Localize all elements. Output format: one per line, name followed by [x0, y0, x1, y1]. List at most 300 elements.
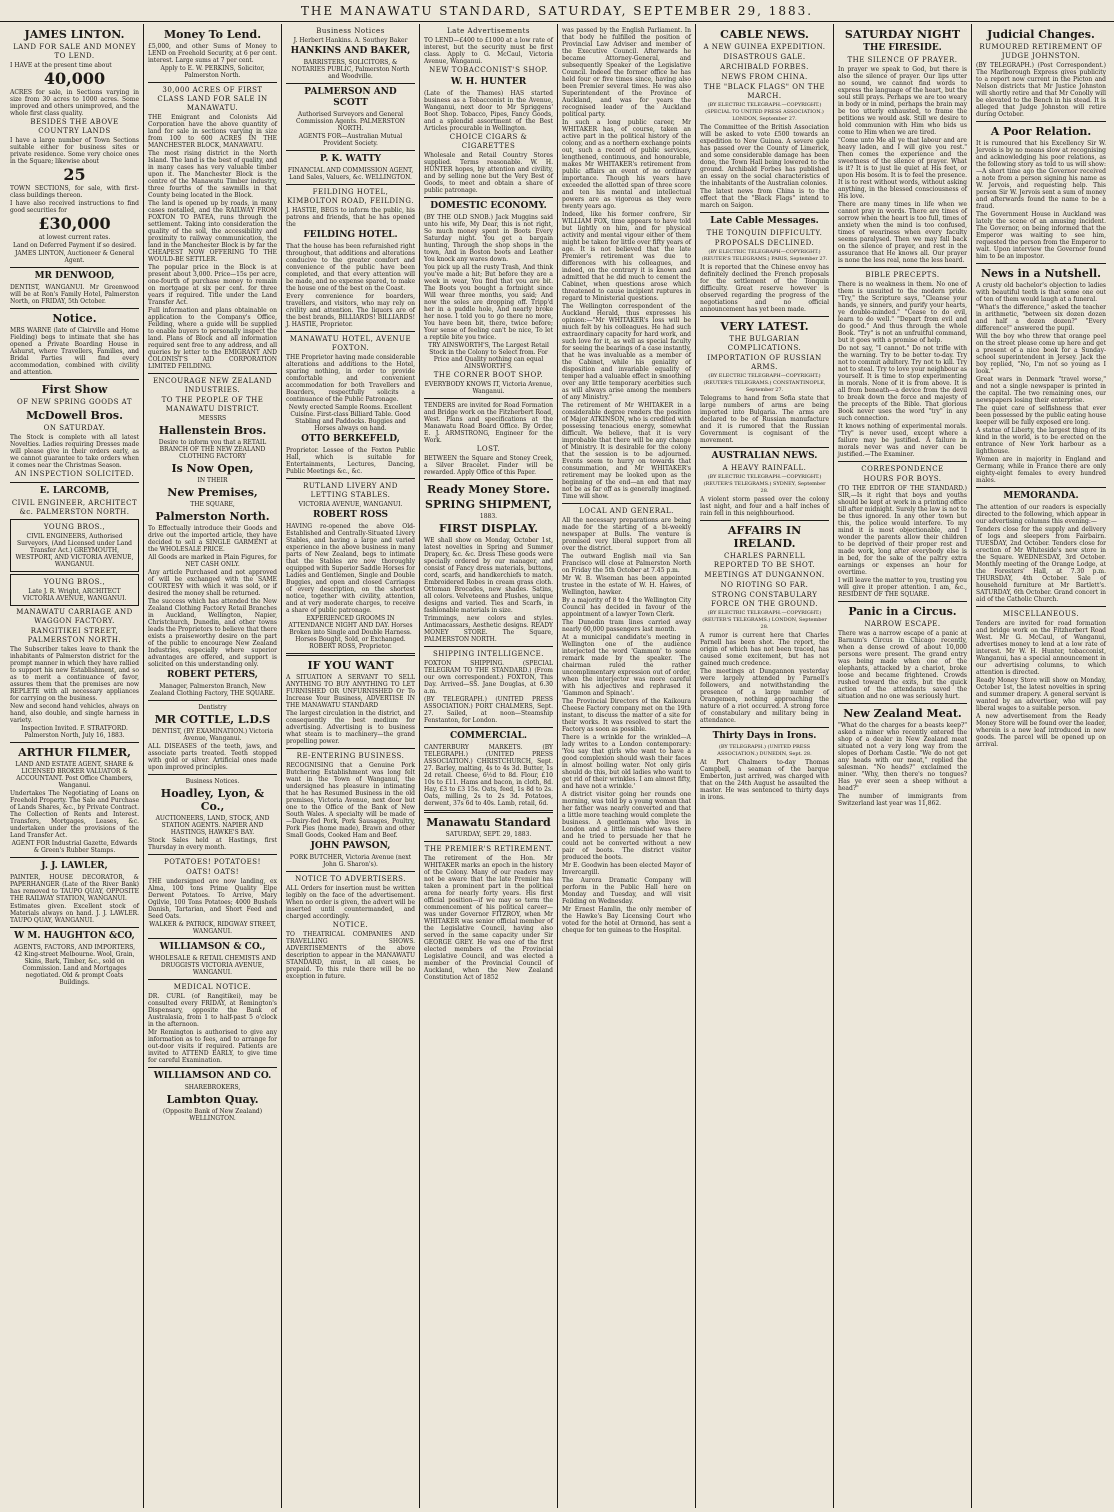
heading: MR DENWOOD, [34, 271, 115, 281]
divider [424, 197, 553, 198]
paragraph: "What's the difference," asked the teacher in arithmetic, "between six dozen dozen and half a dozen dozen?" "Every difference!" answered the pupil. [976, 304, 1106, 332]
heading: Notice. [52, 312, 97, 325]
heading: WILLIAMSON & CO., [159, 942, 266, 952]
paragraph: (TO THE EDITOR OF THE STANDARD.) SIR,—Is it right that boys and youths should be kept at work in a printing office till after midnight. Surely the law is not to be thus ignored. In any other town but this, the police would interfere. To my mind it is most objectionable, and I wonder the parents allow their children to be deprived of their proper rest and made work, long after everybody else is in bed, for the sake of the paltry extra earnings or expenses an hour for overtime. [838, 485, 967, 576]
paragraph: Women are in majority in England and Germany, while in France there are only eighty-eight females to every hundred males. [976, 456, 1106, 484]
heading: Lambton Quay. [166, 1093, 259, 1106]
paragraph: CIVIL ENGINEERS, Authorised Surveyors, (And Licensed under Land Transfer Act.) GREYMOUTH, WESTPORT, AND VICTORIA AVENUE, WANGANUI. [15, 533, 134, 568]
paragraph: Inspection Invited. F. STRATFORD. Palmerston North, July 16, 1883. [21, 725, 128, 739]
paragraph: MRS WARNE (late of Clairville and Home Fielding) begs to intimate that she has opened a Private Boarding House in Ashurst, where Travellers, Families, and Bridal Parties will find every accommodation, combined with civility and attention. [10, 327, 139, 376]
paragraph: At a municipal candidate's meeting in Wellington one of the audience interjected the word 'Gammon' to some remark made by the speaker. The chairman ruled the rather uncomplimentary expression out of order, when the interjector was more careful with his adjectives and rephrased it 'Gammon and Spinach'. [562, 634, 691, 697]
paragraph: CANTERBURY MARKETS. (BY TELEGRAPH.) (UNITED PRESS ASSOCIATION.) CHRISTCHURCH, Sept. 27. Barley, malting, 4s to 4s 3d. Butter, 1s 2d retail. Cheese, 6½d to 8d. Flour, £10 10s to £11. Hams and bacon, in cloth, 8d. Hay, £3 to £3 15s. Oats, feed, 1s 8d to 2s. Oats, milling, 2s to 2s 3d. Potatoes, derwent, 37s 6d to 40s. Lamb, retail, 6d. [424, 744, 553, 807]
paragraph: LAND AND ESTATE AGENT, SHARE & LICENSED BROKER VALUATOR & ACCOUNTANT. Post Office Chambers, Wanganui. [15, 761, 134, 789]
paragraph: PAINTER, HOUSE DECORATOR, & PAPERHANGER (Late of the River Bank) has removed to TAUPO QUAY, OPPOSITE THE RAILWAY STATION, WANGANUI. [10, 874, 139, 902]
heading: JOHN PAWSON, [310, 841, 391, 851]
dateline: (BY TELEGRAPH.) (UNITED PRESS ASSOCIATION.) DUNEDIN, Sept. 28. [717, 744, 812, 757]
heading: NEW TOBACCONIST'S SHOP. [429, 66, 548, 74]
paragraph: To Effectually introduce their Goods and drive out the imported article, they have decided to sell a SINGLE GARMENT at the WHOLESALE PRICE. [148, 525, 277, 553]
divider [286, 150, 415, 151]
paragraph: (Opposite Bank of New Zealand) WELLINGTON. [162, 1108, 263, 1122]
paragraph: Trimmings, new colors and styles. Antimacassars, Aesthetic designs. READY MONEY STORE. The Square, PALMERSTON NORTH. [424, 615, 553, 643]
heading: Hallenstein Bros. [158, 424, 267, 437]
heading: LOCAL AND GENERAL. [579, 507, 674, 515]
heading: Late Cable Messages. [710, 216, 819, 226]
paragraph: Every convenience for boarders, travellers, and visitors, who may rely on civility and attention. The liquors are of the best brands, BILLIARDS! BILLIARDS! J. HASTIE, Proprietor. [286, 293, 415, 328]
paragraph: Estimates given. Excellent stock of Materials always on hand. J. J. LAWLER. TAUPO QUAY, WANGANUI. [10, 903, 139, 924]
subheading: THE SILENCE OF PRAYER. [847, 56, 958, 64]
heading: THE PREMIER'S RETIREMENT. [424, 845, 553, 853]
paragraph: Tenders close for the supply and delivery of logs and sleepers from Fairbairn. TUESDAY, 2nd October. Tenders close for erection of Mr Whiteside's new store in the Square. WEDNESDAY, 3rd October. Monthly meeting of the Orange Lodge, at the Foresters' Hall, at 7.30 p.m. THURSDAY, 4th October. Sale of household furniture at Mr Bartlett's. SATURDAY, 6th October. Grand concert in aid of the Catholic Church. [976, 526, 1106, 603]
divider [424, 810, 553, 813]
paragraph: J. HASTIE, BEGS to inform the public, his patrons and friends, that he has opened the [286, 207, 415, 228]
paragraph: DR. CURL (of Rangitikei), may be consulted every FRIDAY, at Remington's Dispensary, opposite the Bank of Australasia, from 1 to half-past 5 o'clock in the afternoon. [148, 993, 277, 1028]
heading: McDowell Bros. [26, 409, 123, 422]
heading: CHOICE CIGARS & CIGARETTES [449, 133, 528, 150]
heading: NOTICE TO ADVERTISERS. [295, 875, 406, 883]
divider [424, 841, 553, 842]
divider [148, 373, 277, 374]
heading: THE CORNER BOOT SHOP. [433, 371, 544, 379]
paragraph: Manager, Palmerston Branch, New Zealand Clothing Factory, THE SQUARE. [150, 683, 275, 697]
heading: CABLE NEWS. [720, 28, 809, 41]
paragraph: Telegrams to hand from Sofia state that large numbers of arms are being imported into Bulgaria. The arms are declared to be of Russian manufacture and it is rumored that the Russian Government is cognisant of the movement. [700, 395, 829, 444]
paragraph: The Committee of the British Association will be asked to vote £500 towards an expedition to New Guinea. A severe gale has passed over the County of Limerick, and some considerable damage has been done, the Town Hall being lowered to the ground. Archibald Forbes has published an essay on the social characteristics of the inhabitants of the Australian colonies. [700, 124, 829, 187]
paragraph: There was a narrow escape of a panic at Barnum's Circus in Chicago recently, when a dense crowd of about 10,000 persons were present. The grand entry was being made when one of the elephants, attacked by a chariot, broke loose and became frightened. Crowds rushed toward the exits, but the quick action of the attendants saved the situation and no one was seriously hurt. [838, 630, 967, 700]
paragraph: TO LEND—£400 to £1000 at a low rate of interest, but the security must be first class. Apply to G. McCaul, Victoria Avenue, Wanganui. [424, 37, 553, 65]
paragraph: TO THEATRICAL COMPANIES AND TRAVELLING SHOWS. ADVERTISEMENTS of the above description to appear in the MANAWATU STANDARD, must, in all cases, be prepaid. To this rule there will be no exception in future. [286, 931, 415, 980]
heading: AFFAIRS IN IRELAND. [727, 524, 802, 550]
paragraph: FOXTON SHIPPING. (SPECIAL TELEGRAM TO THE STANDARD.) (From our own correspondent.) FOXTON, This Day. Arrived—SS. Jane Douglas, at 6.30 a.m. [424, 660, 553, 695]
paragraph: ALL Orders for insertion must be written legibly on the face of the advertisement. When no order is given, the advert will be inserted until countermanded, and charged accordingly. [286, 885, 415, 920]
paragraph: was passed by the English Parliament. In that body he fulfilled the position of Provincial Law Adviser and member of the Executive Council. Afterwards he became Attorney-General, and subsequently Speaker of the Legislative Council. Indeed the former office he has held four or five times since, having also been Premier several times. He was also Superintendent of the Province of Auckland, and was for years the recognised leader of the Auckland political party. [562, 27, 691, 118]
heading: SATURDAY NIGHT [844, 28, 961, 41]
issue-date: SATURDAY, SEPT. 29, 1883. [445, 831, 532, 838]
heading: E. LARCOMB, [39, 486, 110, 496]
paragraph: Land on Deferred Payment if so desired. [12, 242, 137, 249]
heading: ARTHUR FILMER, [18, 746, 131, 759]
subheading: STRONG CONSTABULARY FORCE ON THE GROUND. [711, 591, 818, 608]
heading: ENCOURAGE NEW ZEALAND INDUSTRIES. [152, 377, 273, 394]
heading: Ready Money Store. [427, 483, 550, 496]
divider [286, 871, 415, 872]
heading: A Poor Relation. [990, 125, 1092, 138]
heading: POTATOES! POTATOES! [164, 858, 261, 866]
dateline: (BY ELECTRIC TELEGRAPH—COPYRIGHT.) (REUTER'S TELEGRAMS.) CONSTANTINOPLE, September 27. [703, 373, 826, 393]
divider [286, 331, 415, 332]
divider [838, 267, 967, 268]
paragraph: The latest news from China is to the effect that the "Black Flags" intend to march on Saigon. [700, 188, 829, 209]
column-8 [972, 24, 1110, 1508]
big-number: £30,000 [38, 214, 111, 233]
paragraph: AGENTS FOR—Australian Mutual Provident Society. [298, 133, 403, 147]
dateline: (BY ELECTRIC TELEGRAPH—COPYRIGHT.) (REUTER'S TELEGRAMS.) PARIS, September 27. [701, 249, 828, 262]
signature: JAMES LINTON, Auctioneer & General Agent. [14, 250, 135, 264]
paragraph: (BY TELEGRAPH.) (Post Correspondent.) The Marlborough Express gives publicity to a report now current in the Picton and Nelson districts that Mr Justice Johnston will shortly retire and that Mr Conolly will be elevated to the Bench in his stead. It is alleged that Judge Johnston will retire during October. [976, 62, 1106, 118]
paragraph: Late J. R. Wright, ARCHITECT VICTORIA AVENUE, WANGANUI. [22, 588, 127, 602]
subheading: THE BULGARIAN COMPLICATIONS. [727, 335, 802, 352]
column-2 [144, 24, 282, 1508]
paragraph: (BY TELEGRAPH.) (UNITED PRESS ASSOCIATION.) PORT CHALMERS, Sept. 27. Sailed, at noon—Steamship Fenstanton, for London. [424, 696, 553, 724]
paragraph: The Subscriber takes leave to thank the inhabitants of Palmerston district for the prompt manner in which they have rallied to support his new Establishment, and so as to merit a continuance of favor, assures them that the premises are now REPLETE with all necessary appliances for carrying on the business. [10, 646, 139, 702]
heading: P. K. WATTY [319, 154, 382, 164]
heading: FIRST DISPLAY. [439, 522, 538, 535]
paragraph: There is a wrinkle for the wrinkled—A lady writes to a London contemporary: 'You say that girls who want to have a good complexion should wash their faces in almost boiling water. Not only girls should do this, but old ladies who want to get rid of their wrinkles. I am almost fifty, and have not a wrinkle.' [562, 734, 691, 790]
divider [562, 503, 691, 504]
divider [10, 379, 139, 380]
paragraph: The retirement of the Hon. Mr WHITAKER marks an epoch in the history of the Colony. Many of our readers may not be aware that the late Premier has taken a prominent part in the political arena for nearly forty years. His first official position—if we may so term the commencement of his political career—was under Governor FITZROY, when Mr WHITAKER was senior official member of the Legislative Council, having also served in the same capacity under Sir GEORGE GREY. He was one of the first elected members of the Provincial Legislative Council, and was elected a member of the Provincial Council of Auckland, when the New Zealand Constitution Act of 1852 [424, 855, 553, 981]
divider [976, 121, 1106, 122]
paragraph: A statue of Liberty, the largest thing of its kind in the world, is to be erected on the entrance of New York harbour as a lighthouse. [976, 427, 1106, 455]
paragraph: Stock Sales held at Hastings, first Thursday in every month. [148, 837, 277, 851]
paragraph: EVERYBODY KNOWS IT, Victoria Avenue, Wanganui. [424, 381, 553, 395]
paragraph: DENTIST, WANGANUI. Mr Greenwood will be at Ron's Family Hotel, Palmerston North, on FRIDAY, 5th October. [10, 284, 139, 305]
heading: IF YOU WANT [307, 659, 394, 672]
paragraph: TRY AINSWORTH'S, The Largest Retail Stock in the Colony to Select from. For Price and Quality nothing can equal AINSWORTH'S. [428, 342, 549, 370]
heading: NOTICE. [332, 921, 369, 929]
page-columns [6, 24, 1110, 1508]
subheading: HOURS FOR BOYS. [863, 475, 942, 483]
paragraph: By a majority of 8 to 4 the Wellington City Council has decided in favour of the appointment of a lawyer Town Clerk. [562, 597, 691, 618]
paragraph: VICTORIA AVENUE, WANGANUI. [298, 501, 403, 508]
heading: ROBERT PETERS, [167, 670, 258, 680]
heading: FEILDING HOTEL, KIMBOLTON ROAD, FEILDING. [287, 188, 414, 205]
divider [424, 398, 553, 399]
subheading: A HEAVY RAINFALL. [722, 464, 807, 472]
subheading: MEETINGS AT DUNGANNON. [704, 571, 825, 579]
subheading: NARROW ESCAPE. [864, 620, 941, 628]
heading: OTTO BERKEFELD, [301, 434, 400, 444]
divider [286, 748, 415, 749]
paragraph: The Provincial Directors of the Kaikoura Cheese Factory company met on the 19th instant, to discuss the matter of a site for their works. It was resolved to start the Factory as soon as possible. [562, 698, 691, 733]
heading: J. J. LAWLER, [41, 861, 108, 871]
heading: MEMORANDA. [1003, 491, 1079, 501]
divider [148, 854, 277, 855]
paragraph: THE Emigrant and Colonists Aid Corporation have the above quantity of land for sale in sections varying in size from 100 to 600 ACRES IN THE MANCHESTER BLOCK, MANAWATU. [148, 114, 277, 149]
paragraph: The outward English mail via San Francisco will close at Palmerston North on Friday the 5th October at 7.45 p.m. [562, 553, 691, 574]
paragraph: TENDERS are invited for Road Formation and Bridge work on the Fitzherbert Road, West. Plans and specifications at the Manawatu Road Board Office. By Order, E. J. ARMSTRONG, Engineer for the Work. [424, 402, 553, 444]
paragraph: I will leave the matter to you, trusting you will give it proper attention. I am, &c., RESIDENT OF THE SQUARE. [838, 577, 967, 598]
divider [424, 727, 553, 728]
heading: W. H. HUNTER [450, 77, 527, 87]
divider [286, 653, 415, 656]
paragraph: All Goods are marked in Plain Figures, for NET CASH ONLY. [148, 554, 277, 568]
paragraph: DENTIST, (BY EXAMINATION.) Victoria Avenue, Wanganui. [151, 728, 274, 742]
paragraph: J. Herbert Hankins. A. Southey Baker [293, 37, 408, 44]
paragraph: A new advertisement from the Ready Money Store will be found over the leader, wherein is a new leaf introduced in new goods. The parcel will be opened up on arrival. [976, 713, 1106, 748]
paragraph: The popular price in the Block is at present about 3,000. Price—15s per acre, one-fourth of purchase money to remain on mortgage at six per cent. for three years if required. Title under the Land Transfer Act. [148, 264, 277, 306]
column-3 [282, 24, 420, 1508]
heading: AUSTRALIAN NEWS. [711, 451, 818, 461]
subheading: A NEW GUINEA EXPEDITION. [703, 43, 826, 51]
paragraph: "What do the charges for a beasts keep?" asked a miner who recently entered the shop of a dealer in New Zealand meat situated not a very long way from the slopes of Dorham Castle. "We do not get any heads with our meat," replied the salesman. "No heads?" exclaimed the miner. "Why, then there's no tongues? Has ye ever seen a sheep without a head?" [838, 722, 967, 792]
paragraph: A rumor is current here that Charles Parnell has been shot. The report, the origin of which has not been traced, has caused some excitement, but has not gained much credence. [700, 632, 829, 667]
divider [838, 461, 967, 462]
paragraph: PORK BUTCHER, Victoria Avenue (next John G. Sharon's). [289, 854, 412, 868]
paragraph: The quiet care of selfishness that ever been possessed by the public eating house keeper will be fully exposed ere long. [976, 405, 1106, 426]
heading: News in a Nutshell. [980, 267, 1102, 280]
paragraph: Proprietor. Lessee of the Foxton Public Hall, which is suitable for Entertainments, Lectures, Dancing, Public Meetings &c., &c. [286, 447, 415, 475]
paragraph: BARRISTERS, SOLICITORS, & NOTARIES PUBLIC, Palmerston North and Woodville. [291, 59, 410, 80]
paragraph: AGENT FOR Industrial Gazette, Edwards & Green's Rubber Stamps. [11, 840, 138, 854]
paragraph: In prayer we speak to God, but there is also the silence of prayer. Our lips utter no sound, we cannot find words to express the language of the heart, but the soul still prays. Perhaps we are too weary in body or in mind, perhaps the brain may be too utterly exhausted, to frame the petitions we would ask. Still we desire to hold communion with Him who bids us come to Him when we are tired. [838, 66, 967, 136]
subheading: RUMOURED RETIREMENT OF JUDGE JOHNSTON. [979, 43, 1103, 60]
divider [10, 308, 139, 309]
subheading: OF NEW SPRING GOODS AT [16, 398, 132, 406]
divider [286, 478, 415, 479]
paragraph: (Late of the Thames) HAS started business as a Tobacconist in the Avenue, Wanganui, next door to Mr Spriggens' Boot Shop. Tobacco, Pipes, Fancy Goods, and a splendid assortment of the Best Articles procurable in Wellington. [424, 90, 553, 132]
column-7 [834, 24, 972, 1508]
divider [10, 857, 139, 858]
big-number: 25 [63, 165, 86, 184]
divider [148, 979, 277, 980]
paragraph: Desire to inform you that a RETAIL BRANCH OF THE NEW ZEALAND CLOTHING FACTORY [158, 439, 267, 460]
divider [10, 927, 139, 928]
divider [700, 727, 829, 728]
divider [148, 774, 277, 775]
subheading: PROPOSALS DECLINED. [714, 239, 815, 247]
subheading: NO RIOTING SO FAR. [720, 581, 809, 589]
paragraph: Will the boy who threw that orange peel on the street please come up here and get a present of a nice book for a Sunday-school superintendent in Jersey. Jack the boy replied, "No, I'm not so young as I look." [976, 333, 1106, 375]
paragraph: There is no weakness in them. No one of them is unsuited to the modern pride. "Try," the Scripture says, "Cleanse your hands, ye sinners, and purify your hearts, ye double-minded." "Cease to do evil, learn to do well." "Depart from evil and do good." And thus through the whole Book. "Try" is not an unfruitful command, but it goes with a promise of help. [838, 281, 967, 344]
paragraph: THE Proprietor having made considerable alterations and additions to the Hotel, sparing nothing, in order to provide comfortable and convenient accommodation for both Travellers and Boarders, respectfully solicits a continuance of the Public Patronage. [286, 354, 415, 403]
masthead: THE MANAWATU STANDARD, SATURDAY, SEPTEMBER 29, 1883. [0, 0, 1114, 22]
paragraph: AGENTS, FACTORS, AND IMPORTERS, 42 King-street Melbourne. Wool, Grain, Skins, Bark, Timber, &c., sold on Commission. Land and Mortgages negotiated. Old & prompt Coats Buildings. [13, 944, 136, 986]
advert-box [10, 574, 139, 606]
heading: Thirty Days in Irons. [712, 731, 817, 741]
heading: MR COTTLE, L.D.S [154, 713, 271, 726]
paragraph: (BY THE OLD SNOB.) Jack Muggins said unto his wife, My Dear, this is not right, So much money spent in Boots Every Saturday night. You get a bargain hunting, Through the shop shops in the town, And in Boston boots and Leather You knock any wares down. [424, 214, 553, 263]
column-5 [558, 24, 696, 1508]
heading: OATS! OATS! [185, 868, 240, 876]
subheading: IMPORTATION OF RUSSIAN ARMS. [707, 354, 822, 371]
paragraph: I have also received instructions to find good securities for [10, 200, 139, 214]
section-label: Business Notices. [185, 778, 240, 785]
subheading: THE TONQUIN DIFFICULTY. [706, 229, 823, 237]
big-number: 40,000 [43, 69, 106, 88]
paragraph: A violent storm passed over the colony last night, and four and a half inches of rain fell in this neighbourhood. [700, 496, 829, 517]
paragraph: AUCTIONEERS, LAND, STOCK, AND STATION AGENTS. NAPIER AND HASTINGS, HAWKE'S BAY. [155, 815, 270, 836]
heading: First Show [41, 383, 108, 396]
paragraph: The attention of our readers is especially directed to the following, which appear in our advertising columns this evening:— [976, 504, 1106, 525]
divider [10, 267, 139, 268]
paragraph: Ready Money Store will show on Monday, October 1st, the latest novelties in spring and summer drapery. A general servant is wanted by an advertiser, who will pay liberal wages to a suitable person. [976, 677, 1106, 712]
paragraph: Indeed, like his former confrere, Sir WILLIAM FOX, time appears to have told but lightly on him, and for physical activity and mental vigour either of them might be taken for little over fifty years of age. It is not believed that the late Premier's retirement was due to differences with his colleagues, and indeed, on the contrary it is known and admitted that he did much to cement the Cabinet, when questions arose which threatened to cause incipient ruptures in regard to Ministerial questions. [562, 211, 691, 302]
column-4 [420, 24, 558, 1508]
paragraph: SHAREBROKERS, [184, 1084, 241, 1091]
divider [976, 487, 1106, 488]
heading: WILLIAMSON AND CO. [153, 1071, 272, 1081]
paragraph: THE undersigned are now landing, ex Alma, 100 tons Prime Quality Elpe Derwent Potatoes. To Arrive, Mary Ogilvie, 100 Tons Potatoes; 4000 Bushels Danish, Tartarian, and Short Feed and Seed Oats. [148, 878, 277, 920]
heading: Judicial Changes. [987, 28, 1095, 41]
paragraph: "Come unto Me all ye that labour and are heavy laden, and I will give you rest." Then comes the experience and the sweetness of the silence of prayer. What is it? It is to just lie quiet at His feet, or upon His bosom. It is to feel the presence. It is to rest without words, without asking anything, in the blessed consciousness of His love. [838, 137, 967, 200]
paragraph: IN THEIR [197, 477, 228, 484]
paragraph: It is reported that the Chinese envoy has definitely declined the French proposals for the settlement of the Tonquin difficulty. Great reserve however is observed regarding the progress of the negotiations and no official announcement has yet been made. [700, 264, 829, 313]
subheading: BESIDES THE ABOVE COUNTRY LANDS [30, 118, 119, 135]
paragraph: WE shall show on Monday, October 1st, latest novelties in Spring and Summer Drapery, &c. &c. Dress These goods were specially ordered by our manager, and consist of Fancy dress materials, buttons, cord, scarfs, and handkerchiefs to match. Embroidered Robes in cream grass cloth. Ottoman Brocades, new shades. Satins, all colors. Velveteens and Plushes, unique designs and varied. Ties and Scarfs, in fashionable materials in size. [424, 537, 553, 614]
column-6 [696, 24, 834, 1508]
divider [148, 82, 277, 83]
paragraph: at lowest current rates. [38, 234, 111, 241]
paragraph: Mr Remington is authorised to give any information as to fees, and to arrange for out-door visits if required. Patients are invited to ATTEND EARLY, to give time for careful Examination. [148, 1029, 277, 1064]
divider [838, 703, 967, 704]
heading: DOMESTIC ECONOMY. [430, 201, 547, 211]
paragraph: EXPERIENCED GROOMS IN ATTENDANCE NIGHT AND DAY. Horses Broken into Single and Double Harness. Horses Bought, Sold, or Exchanged. ROBERT ROSS, Proprietor. [288, 615, 413, 650]
divider [700, 316, 829, 317]
paragraph: The meetings at Dungannon yesterday were largely attended by Parnell's followers, and notwithstanding the presence of a large number of Orangemen, nothing approaching the nature of a riot occurred. A strong force of constabulary and military being in attendance. [700, 668, 829, 724]
dateline: (BY ELECTRIC TELEGRAPH.—COPYRIGHT.) (REUTER'S TELEGRAMS.) SYDNEY, September 28. [703, 474, 826, 494]
paragraph: The Aurora Dramatic Company will perform in the Public Hall here on Monday and Tuesday, and will visit Feilding on Wednesday. [562, 877, 691, 905]
heading: Is Now Open, [171, 462, 254, 475]
heading: New Zealand Meat. [843, 707, 962, 720]
heading: YOUNG BROS., [43, 578, 106, 586]
heading: MANAWATU CARRIAGE AND WAGGON FACTORY. [16, 608, 133, 625]
paragraph: It is rumoured that his Excellency Sir W. Jervois is by no means slow at recognising and acknowledging his poor relations, as the following story as told to us will show:—A short time ago the Governor received a note from a person signing his name as W. Jervois, and requesting help. This person Sir W. Jervois sent a sum of money and afterwards found the name to be a fraud. [976, 140, 1106, 210]
heading: Panic in a Circus. [848, 605, 957, 618]
heading: JAMES LINTON. [24, 28, 125, 41]
paragraph: At Port Chalmers to-day Thomas Campbell, a seaman of the barque Emberton, just arrived, was charged with that on the 24th August he assaulted the master. He was sentenced to thirty days in irons. [700, 759, 829, 801]
divider [424, 646, 553, 647]
heading: YOUNG BROS., [43, 523, 106, 531]
heading: RUTLAND LIVERY AND LETTING STABLES. [303, 482, 398, 499]
subheading: LAND FOR SALE AND MONEY TO LEND. [13, 43, 136, 60]
paragraph: New and second hand vehicles, always on hand, also double, and single harness in variety. [10, 703, 139, 724]
heading: PALMERSON AND SCOTT [304, 87, 397, 108]
paragraph: I HAVE at the present time about [10, 62, 112, 69]
paragraph: The Government House in Auckland was lately the scene of an amusing incident. The Governor, on being informed that the Emperor was waiting to see him, requested the person from the Emperor to wait. Upon interview the Governor found him to be an impostor. [976, 211, 1106, 260]
paragraph: TOWN SECTIONS, for sale, with first-class buildings thereon. [10, 185, 139, 199]
paragraph: A crusty old bachelor's objection to ladies with beautiful teeth is that some one out of ten of them would laugh at a funeral. [976, 282, 1106, 303]
paragraph: RECOGNISING that a Genuine Pork Butchering Establishment was long felt want in the Town of Wanganui, the undersigned has pleasure in intimating that he has Resumed Business in the old premises, Victoria Avenue, next door but one to the Office of the Bank of New South Wales. A specialty will be made of—Dairy-fed Pork, Pork Sausages, Poultry, Pork Pies (home made), Brawn and other Small Goods, Cooked Ham and Beef. [286, 762, 415, 839]
advert-box [10, 519, 139, 572]
heading: CORRESPONDENCE [861, 465, 944, 473]
paragraph: THE SQUARE, [190, 501, 235, 508]
paragraph: A district visitor going her rounds one morning, was told by a young woman that her father was nearly converted and that a little more teaching would complete the business. A gentleman who lives in London and a little mischief was there and he tried to persuade her that he could not be converted without a new pair of boots. The district visitor produced the boots. [562, 791, 691, 861]
paragraph: MESSRS [198, 415, 227, 422]
paragraph: Apply to E. W. PERKINS, Solicitor, Palmerston North. [160, 65, 265, 79]
divider [700, 212, 829, 213]
paragraph: The most rising district in the North Island. The land is the best of quality, and in many cases has very valuable timber upon it. The Manchester Block is the centre of the Manawatu Timber industry, three fourths of the sawmills in that County being located in the Block. [148, 150, 277, 199]
paragraph: The Dunedin tram lines carried away nearly 60,000 passengers last month. [562, 619, 691, 633]
paragraph: BETWEEN the Square and Stoney Creek, a Silver Bracelet. Finder will be rewarded. Apply Office of this Paper. [424, 455, 553, 476]
column-1 [6, 24, 144, 1508]
paragraph: The largest circulation in the district, and consequently the best medium for advertising. Advertising is to business what steam is to machinery—the grand propelling power. [286, 710, 415, 745]
paragraph: There are many times in life when we cannot pray in words. There are times of sorrow when the heart is too full, times of anxiety when the mind is too confused, times of weariness when every faculty seems paralysed. Then we may fall back on the silence of prayer, and rest in the assurance that He knows all. Our prayer is none the less real, none the less heard. [838, 201, 967, 264]
divider [10, 742, 139, 743]
heading: RE-ENTERING BUSINESS. [296, 752, 405, 760]
heading: MEDICAL NOTICE. [173, 983, 252, 991]
section-label: Dentistry [198, 704, 227, 711]
paragraph: Full information and plans obtainable on application to the Company's Office, Feilding, where a guide will be supplied to enable buyers to personally inspect the land. Plans of Block and all information required sent free to any address, and all queries by letter to the EMIGRANT AND COLONIST'S AID CORPORATION LIMITED FEILDING. [148, 307, 277, 370]
paragraph: Any article Purchased and not approved of will be exchanged with the SAME COURTESY with which it was sold, or if desired the money shall be returned. [148, 569, 277, 597]
paragraph: Mr Ernest Hamlin, the only member of the Hawke's Bay Licensing Court who voted for the hotel at Ormond, has sent a cheque for ten guineas to the Hospital. [562, 906, 691, 934]
paragraph: All the necessary preparations are being made for the starting of a bi-weekly newspaper at Bulls. The venture is promised very liberal support from all over the district. [562, 517, 691, 552]
heading: HANKINS AND BAKER, [290, 46, 411, 56]
heading: New Premises, [167, 486, 258, 499]
paragraph: Do not say, "I cannot." Do not trifle with the warning. Try to be better to-day. Try not to commit adultery. Try not to kill. Try not to steal. Try to love your neighbour as yourself. It is time to stop experimenting in morals. None of it is from above. It is all from beneath—a device from the devil to break down the force and majesty of the precepts of the Bible. That glorious Book never uses the word "try" in any such connection. [838, 345, 967, 422]
paragraph: The number of immigrants from Switzerland last year was 11,862. [838, 793, 967, 807]
divider [700, 520, 829, 521]
subheading: AN INSPECTION SOLICITED. [14, 470, 135, 478]
dateline: (BY ELECTRIC TELEGRAPH.—COPYRIGHT.) (SPECIAL TO UNITED PRESS ASSOCIATION.) LONDON, September 27. [705, 102, 824, 122]
subheading: NEWS FROM CHINA. [721, 73, 808, 81]
paragraph: Tenders are invited for road formation and bridge work on the Fitzherbert Road West. Mr G. McCaul, of Wanganui, advertises money to lend at a low rate of interest. Mr W. H. Hunter, tobacconist, Wanganui, has a special announcement in our advertising columns, to which attention is directed. [976, 620, 1106, 676]
heading: LOST. [476, 445, 501, 453]
paragraph: The Stock is complete with all latest Novelties. Ladies requiring Dresses made will please give in their orders early, as we cannot guarantee to take orders when it comes near the Christmas Season. [10, 434, 139, 469]
paragraph: FINANCIAL AND COMMISSION AGENT, Land Sales, Valuers, &c. WELLINGTON. [287, 167, 414, 181]
paragraph: The success which has attended the New Zealand Clothing Factory Retail Branches in Auckland, Wellington, Napier, Christchurch, Dunedin, and other towns leads the Proprietors to believe that there exists a praiseworthy desire on the part of the public to encourage New Zealand Industries, especially where superior advantages are offered, and support is solicited on this understanding only. [148, 598, 277, 668]
heading: VERY LATEST. [720, 320, 809, 333]
heading: W M. HAUGHTON &CO, [14, 931, 135, 941]
paragraph: Newly erected Sample Rooms. Excellent Cuisine. First-class Billiard Table. Good Stabling and Paddocks. Buggies and Horses always on hand. [288, 404, 413, 432]
paragraph: The land is opened up by roads, in many cases metalled, and the RAILWAY FROM FOXTON TO PATEA, runs through the settlement. Taking into consideration the quality of the soil, the accessibility and proximity to railway communication, the land in the Manchester Block is by far the CHEAPEST NOW OFFERING TO THE WOULD-BE SETTLER. [148, 200, 277, 263]
paragraph: That the house has been refurnished right throughout, that additions and alterations conducive to the greater comfort and convenience of the public have been completed, and that every attention will be made, and no expense spared, to make the house one of the best on the Coast. [286, 243, 415, 292]
subheading: BIBLE PRECEPTS. [865, 271, 940, 279]
dateline: (BY ELECTRIC TELEGRAPH.—COPYRIGHT.) (REUTER'S TELEGRAMS.) LONDON, September 28. [702, 610, 827, 630]
heading: Late Advertisements [447, 27, 530, 35]
heading: THE FIRESIDE. [863, 43, 942, 53]
divider [286, 83, 415, 84]
heading: Money To Lend. [163, 28, 262, 41]
subheading: RANGITIKEI STREET, PALMERSTON NORTH. [27, 627, 122, 644]
divider [700, 447, 829, 448]
subheading: CIVIL ENGINEER, ARCHITECT &c. PALMERSTON NORTH. [11, 499, 138, 516]
divider [838, 601, 967, 602]
subheading: CHARLES PARNELL REPORTED TO BE SHOT. [713, 552, 816, 569]
paragraph: Undertakes The Negotiating of Loans on Freehold Property. The Sale and Purchase of Lands Shares, &c., by Private Contract. The Collection of Rents and Interest. Transfers, Mortgages, Leases, &c. undertaken under the provisions of the Land Transfer Act. [10, 790, 139, 839]
paragraph: ALL DISEASES of the teeth, jaws, and associate parts treated. Teeth stopped with gold or silver. Artificial ones made upon improved principles. [148, 743, 277, 771]
paragraph: WALKER & PATRICK, RIDGWAY STREET, WANGANUI. [149, 921, 276, 935]
paragraph: Mr W. B. Wiseman has been appointed trustee in the estate of W. H. Hawes, of Wellington, hawker. [562, 575, 691, 596]
heading: Business Notices [316, 27, 385, 35]
divider [976, 606, 1106, 607]
paragraph: 1883. [479, 513, 498, 520]
heading: Hoadley, Lyon, & Co., [160, 787, 265, 813]
heading: MISCELLANEOUS. [1002, 610, 1080, 618]
heading: ROBERT ROSS [312, 510, 389, 520]
heading: MANAWATU HOTEL, AVENUE FOXTON. [289, 335, 412, 352]
newspaper-title: Manawatu Standard [426, 816, 551, 829]
paragraph: Mr E. Goodwin has been elected Mayor of Invercargill. [562, 862, 691, 876]
paragraph: £5,000, and other Sums of Money to LEND on Freehold Security, at 6 per cent. interest. Large sums at 7 per cent. [148, 43, 277, 64]
heading: COMMERCIAL. [449, 731, 528, 741]
divider [148, 1067, 277, 1068]
divider [286, 184, 415, 185]
heading: Palmerston North. [155, 510, 270, 523]
divider [424, 479, 553, 480]
subheading: THE "BLACK FLAGS" ON THE MARCH. [703, 83, 826, 100]
heading: 30,000 ACRES OF FIRST CLASS LAND FOR SALE IN MANAWATU. [157, 86, 268, 112]
paragraph: ACRES for sale, in Sections varying in size from 30 acres to 1000 acres. Some improved and others unimproved, and the whole first class quality. [10, 89, 139, 117]
divider [148, 700, 277, 701]
paragraph: HAVING re-opened the above Old-Established and Centrally-Situated Livery Stables, and having a large and varied experience in the above business in many parts of New Zealand, begs to intimate that the Stables are now thoroughly equipped with Superior Saddle Horses for Ladies and Gentlemen, Single and Double Buggies, and open and closed Carriages of every description, on the shortest notice, together with civility, attention, and at very moderate charges, to receive a share of public patronage. [286, 523, 415, 614]
paragraph: The Wellington correspondent of the Auckland Herald, thus expresses his opinion:—"Mr WHITAKER's loss will be much felt by his colleagues. He had such extraordinary capacity for hard work, and such love for it, as well as special faculty for seeing the bearings of a case instantly, that he was invaluable as a member of the Cabinet, while his geniality of disposition and invariable equality of temper had a valuable effect in smoothing over any little temporary acerbities such as will always arise among the members of any Ministry." [562, 303, 691, 401]
paragraph: The retirement of Mr WHITAKER in a considerable degree renders the position of Major ATKINSON, who is credited with possessing tenacious energy, somewhat difficult. We believe, that it is very improbable that there will be any change of Ministry. It is desirable for the colony that the session is to be adjourned. Events seem to hurry on towards that consummation, and Mr WHITAKER's retirement may be looked upon as the beginning of the end—an end that may not be as far off as is generally imagined. Time will show. [562, 402, 691, 500]
paragraph: WHOLESALE & RETAIL CHEMISTS AND DRUGGISTS VICTORIA AVENUE, WANGANUI. [148, 955, 277, 976]
heading: SHIPPING INTELLIGENCE. [432, 650, 545, 658]
paragraph: Great wars in Denmark "travel worse," and not a single newspaper is printed in the capital. The two remaining ones, our newspapers losing their enterprise. [976, 376, 1106, 404]
paragraph: You pick up all the rusty Trash, And think you've made a hit; But before they are a week in wear, You find that you are bit. The Boots you bought a fortnight since Will wear three months, you said; And now the soles are dropping off. Tripp'd her in a puddle hole, And nearly broke her nose. I told you to go there no more, You have been bit, there, twice before; Your sense of feeling can't be nice, To let a reptile bite you twice. [424, 264, 553, 341]
heading: SPRING SHIPMENT, [425, 498, 552, 511]
paragraph: It knows nothing of experimental morals. "Try" is never used, except where a failure may be justified. A failure in morals never was and never can be justified.—The Examiner. [838, 423, 967, 458]
paragraph: I have a large number of Town Sections suitable either for business sites or private residence. Some very choice ones in the Square; likewise about [10, 137, 139, 165]
heading: FEILDING HOTEL. [303, 230, 398, 240]
paragraph: In such a long public career, Mr WHITAKER has, of course, taken an active part in the political history of the colony, and as a northern exchange points out, such a record of public services, lengthened, continuous, and honourable, makes Mr WHITAKER's retirement from public affairs an event of no ordinary importance. Though his years have exceeded the allotted span of three score and ten his mental and intellectual powers are as vigorous as they were twenty years ago. [562, 119, 691, 210]
subheading: DISASTROUS GALE. [723, 53, 806, 61]
subheading: TO THE PEOPLE OF THE MANAWATU DISTRICT. [161, 396, 264, 413]
paragraph: Authorised Surveyors and General Commission Agents. PALMERSTON NORTH. [296, 111, 405, 132]
paragraph: Wholesale and Retail Country Stores supplied. Terms reasonable. W. H. HUNTER hopes, by attention and civility, and by selling none but the Very Best of Goods, to meet and obtain a share of public patronage. [424, 152, 553, 194]
paragraph: A SITUATION A SERVANT TO SELL ANYTHING TO BUY ANYTHING TO LET FURNISHED OR UNFURNISHED Or To Increase Your Business, ADVERTISE IN THE MANAWATU STANDARD [286, 674, 415, 709]
